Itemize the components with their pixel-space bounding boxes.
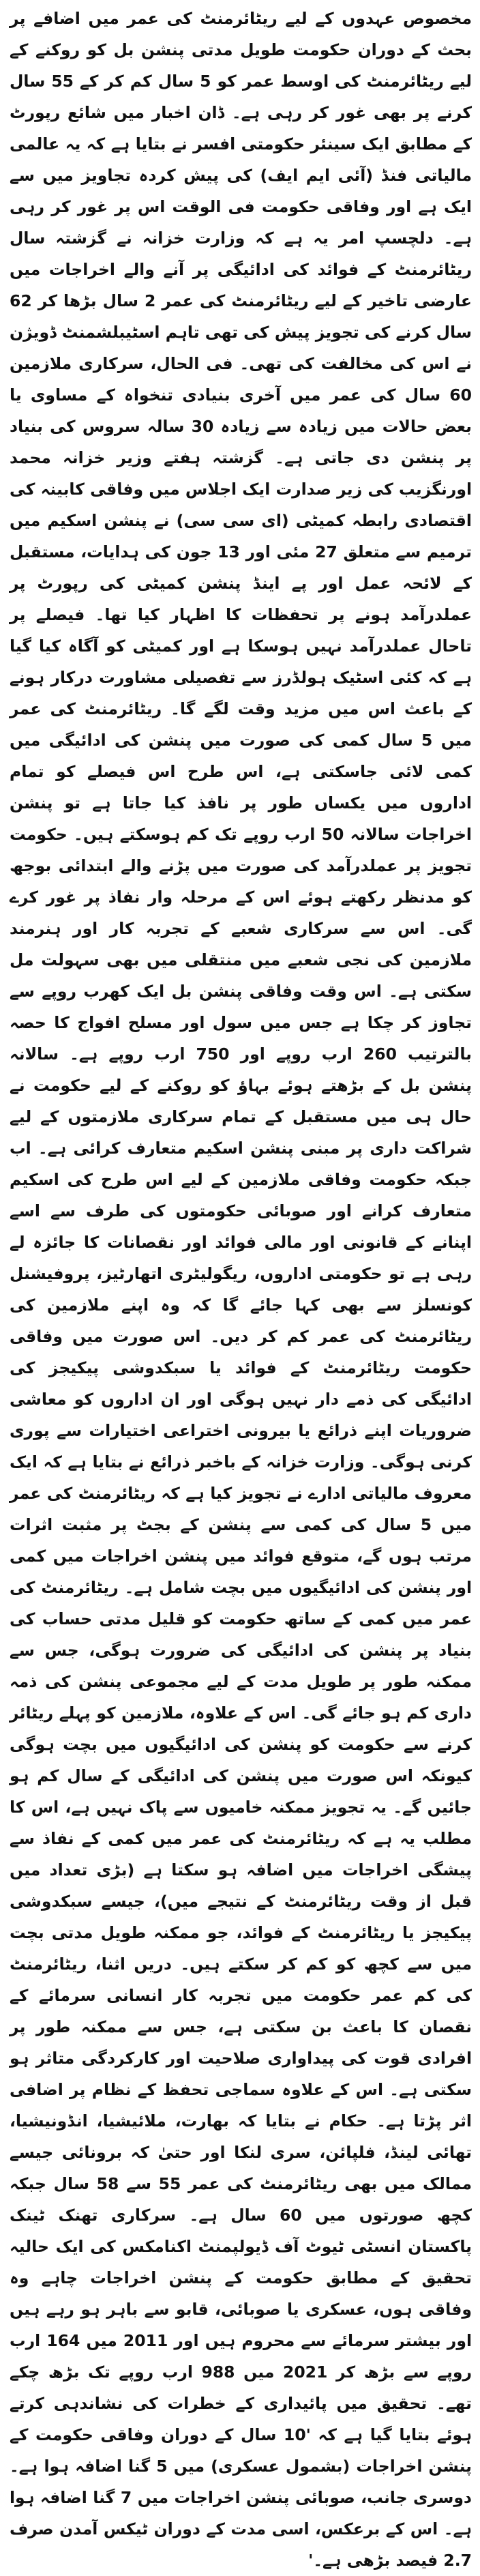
article-body-paragraph: مخصوص عہدوں کے لیے ریٹائرمنٹ کی عمر میں اضافے پر بحث کے دوران حکومت طویل مدتی پنشن بل کو روکنے کے لیے ریٹائرمنٹ کی اوسط عمر کو 5 سال کم کر کے 55 سال کرنے پر بھی غور کر رہی ہے۔ ڈان اخبار میں شائع رپورٹ کے مطابق ایک سینئر حکومتی افسر نے بتایا ہے کہ یہ عالمی مالیاتی فنڈ (آئی ایم ایف) کی پیش کردہ تجاویز میں سے ایک ہے اور وفاقی حکومت فی الوقت اس پر غور کر رہی ہے۔ دلچسپ امر یہ ہے کہ وزارت خزانہ نے گزشتہ سال ریٹائرمنٹ کے فوائد کی ادائیگی پر آنے والے اخراجات میں عارضی تاخیر کے لیے ریٹائرمنٹ کی عمر 2 سال بڑھا کر 62 سال کرنے کی تجویز پیش کی تھی تاہم اسٹیبلشمنٹ ڈویژن نے اس کی مخالفت کی تھی۔ فی الحال، سرکاری ملازمین 60 سال کی عمر میں آخری بنیادی تنخواہ کے مساوی یا بعض حالات میں زیادہ سے زیادہ 30 سالہ سروس کی بنیاد پر پنشن دی جاتی ہے۔ گزشتہ ہفتے وزیر خزانہ محمد اورنگزیب کی زیر صدارت ایک اجلاس میں وفاقی کابینہ کی اقتصادی رابطہ کمیٹی (ای سی سی) نے پنشن اسکیم میں ترمیم سے متعلق 27 مئی اور 13 جون کی ہدایات، مستقبل کے لائحہ عمل اور پے اینڈ پنشن کمیٹی کی رپورٹ پر عملدرآمد ہونے پر تحفظات کا اظہار کیا تھا۔ فیصلے پر تاحال عملدرآمد نہیں ہوسکا ہے اور کمیٹی کو آگاہ کیا گیا ہے کہ کئی اسٹیک ہولڈرز سے تفصیلی مشاورت درکار ہونے کے باعث اس میں مزید وقت لگے گا۔ ریٹائرمنٹ کی عمر میں 5 سال کمی کی صورت میں پنشن کی ادائیگی میں کمی لائی جاسکتی ہے، اس طرح اس فیصلے کو تمام اداروں میں یکساں طور پر نافذ کیا جاتا ہے تو پنشن اخراجات سالانہ 50 ارب روپے تک کم ہوسکتے ہیں۔ حکومت تجویز پر عملدرآمد کی صورت میں پڑنے والے ابتدائی بوجھ کو مدنظر رکھتے ہوئے اس کے مرحلہ وار نفاذ پر غور کرے گی۔ اس سے سرکاری شعبے کے تجربہ کار اور ہنرمند ملازمین کی نجی شعبے میں منتقلی میں بھی سہولت مل سکتی ہے۔ اس وقت وفاقی پنشن بل ایک کھرب روپے سے تجاوز کر چکا ہے جس میں سول اور مسلح افواج کا حصہ بالترتیب 260 ارب روپے اور 750 ارب روپے ہے۔ سالانہ پنشن بل کے بڑھتے ہوئے بہاؤ کو روکنے کے لیے حکومت نے حال ہی میں مستقبل کے تمام سرکاری ملازمتوں کے لیے شراکت داری پر مبنی پنشن اسکیم متعارف کرائی ہے۔ اب جبکہ حکومت وفاقی ملازمین کے لیے اس طرح کی اسکیم متعارف کرانے اور صوبائی حکومتوں کی طرف سے اسے اپنانے کے قانونی اور مالی فوائد اور نقصانات کا جائزہ لے رہی ہے تو حکومتی اداروں، ریگولیٹری اتھارٹیز، پروفیشنل کونسلز سے بھی کہا جائے گا کہ وہ اپنے ملازمین کی ریٹائرمنٹ کی عمر کم کر دیں۔ اس صورت میں وفاقی حکومت ریٹائرمنٹ کے فوائد یا سبکدوشی پیکیجز کی ادائیگی کی ذمے دار نہیں ہوگی اور ان اداروں کو معاشی ضروریات اپنے ذرائع یا بیرونی اختراعی اختیارات سے پوری کرنی ہوگی۔ وزارت خزانہ کے باخبر ذرائع نے بتایا ہے کہ ایک معروف مالیاتی ادارے نے تجویز کیا ہے کہ ریٹائرمنٹ کی عمر میں 5 سال کی کمی سے پنشن کے بجٹ پر مثبت اثرات مرتب ہوں گے، متوقع فوائد میں پنشن اخراجات میں کمی اور پنشن کی ادائیگیوں میں بچت شامل ہے۔ ریٹائرمنٹ کی عمر میں کمی کے ساتھ حکومت کو قلیل مدتی حساب کی بنیاد پر پنشن کی ادائیگی کی ضرورت ہوگی، جس سے ممکنہ طور پر طویل مدت کے لیے مجموعی پنشن کی ذمہ داری کم ہو جائے گی۔ اس کے علاوہ، ملازمین کو پہلے ریٹائر کرنے سے حکومت کو پنشن کی ادائیگیوں میں بچت ہوگی کیونکہ اس صورت میں پنشن کی ادائیگی کے سال کم ہو جائیں گے۔ یہ تجویز ممکنہ خامیوں سے پاک نہیں ہے، اس کا مطلب یہ ہے کہ ریٹائرمنٹ کی عمر میں کمی کے نفاذ سے پیشگی اخراجات میں اضافہ ہو سکتا ہے (بڑی تعداد میں قبل از وقت ریٹائرمنٹ کے نتیجے میں)، جیسے سبکدوشی پیکیجز یا ریٹائرمنٹ کے فوائد، جو ممکنہ طویل مدتی بچت میں سے کچھ کو کم کر سکتے ہیں۔ دریں اثنا، ریٹائرمنٹ کی کم عمر حکومت میں تجربہ کار انسانی سرمائے کے نقصان کا باعث بن سکتی ہے، جس سے ممکنہ طور پر افرادی قوت کی پیداواری صلاحیت اور کارکردگی متاثر ہو سکتی ہے۔ اس کے علاوہ سماجی تحفظ کے نظام پر اضافی اثر پڑتا ہے۔ حکام نے بتایا کہ بھارت، ملائیشیا، انڈونیشیا، تھائی لینڈ، فلپائن، سری لنکا اور حتیٰ کہ برونائی جیسے ممالک میں بھی ریٹائرمنٹ کی عمر 55 سے 58 سال جبکہ کچھ صورتوں میں 60 سال ہے۔ سرکاری تھنک ٹینک پاکستان انسٹی ٹیوٹ آف ڈیولپمنٹ اکنامکس کی ایک حالیہ تحقیق کے مطابق حکومت کے پنشن اخراجات چاہے وہ وفاقی ہوں، عسکری یا صوبائی، قابو سے باہر ہو رہے ہیں اور بیشتر سرمائے سے محروم ہیں اور 2011 میں 164 ارب روپے سے بڑھ کر 2021 میں 988 ارب روپے تک بڑھ چکے تھے۔ تحقیق میں پائیداری کے خطرات کی نشاندہی کرتے ہوئے بتایا گیا ہے کہ '10 سال کے دوران وفاقی حکومت کے پنشن اخراجات (بشمول عسکری) میں 5 گنا اضافہ ہوا ہے۔ دوسری جانب، صوبائی پنشن اخراجات میں 7 گنا اضافہ ہوا ہے۔ اس کے برعکس، اسی مدت کے دوران ٹیکس آمدن صرف 2.7 فیصد بڑھی ہے۔' (10, 9, 472, 2570)
news-article (10, 3, 472, 2576)
